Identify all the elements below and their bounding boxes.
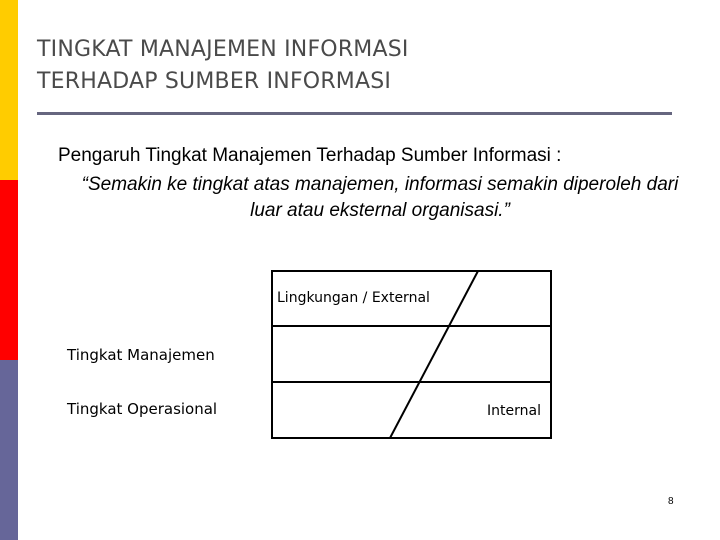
- quote-line-2: luar atau eksternal organisasi.”: [250, 200, 510, 221]
- intro-text: Pengaruh Tingkat Manajemen Terhadap Sumber Informasi :: [58, 145, 562, 166]
- level-label-manajemen: Tingkat Manajemen: [67, 346, 215, 364]
- title-line-1: TINGKAT MANAJEMEN INFORMASI: [37, 37, 409, 62]
- quote-line-1: “Semakin ke tingkat atas manajemen, informasi semakin diperoleh dari: [81, 174, 679, 195]
- page-number: 8: [668, 496, 674, 507]
- internal-label: Internal: [487, 403, 541, 419]
- external-label: Lingkungan / External: [277, 290, 430, 306]
- title-line-2: TERHADAP SUMBER INFORMASI: [37, 69, 392, 94]
- level-label-operasional: Tingkat Operasional: [67, 400, 218, 418]
